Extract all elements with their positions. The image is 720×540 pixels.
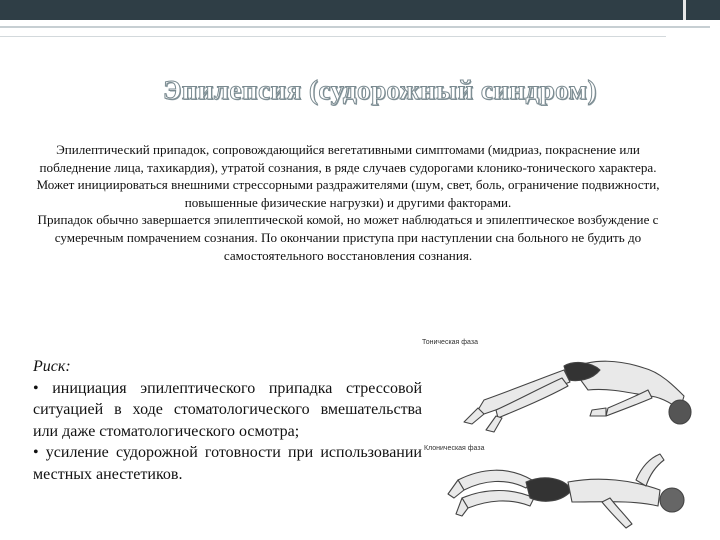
top-bar-accent — [683, 0, 720, 20]
description-paragraph-2: Припадок обычно завершается эпилептической комой, но может наблюдаться и эпилептическое возбуждение с сумеречным помрачением сознания. По окончании приступа при наступлении сна больного не будить до самостоятельного восстановления сознания. — [37, 212, 659, 263]
top-bar — [0, 0, 720, 20]
description-paragraph-1: Эпилептический припадок, сопровождающийся вегетативными симптомами (мидриаз, покраснение или побледнение лица, тахикардия), утратой сознания, в ряде случаев судорогами клонико-тонического характера. Может инициироваться внешними стрессорными раздражителями (шум, свет, боль, ограничение подвижности, повышенные физические нагрузки) и другими факторами. — [36, 142, 660, 210]
description-text — [30, 141, 666, 264]
header-rule — [0, 26, 710, 28]
clonic-phase-illustration — [448, 454, 684, 528]
tonic-phase-illustration — [464, 361, 691, 432]
risk-item-2: • усиление судорожной готовности при использовании местных анестетиков. — [33, 444, 422, 483]
clonic-phase-label: Клоническая фаза — [424, 445, 485, 452]
risk-item-1: • инициация эпилептического припадка стрессовой ситуацией в ходе стоматологического вмешательства или даже стоматологического осмотра; — [33, 379, 422, 440]
header-rule-thin — [0, 36, 666, 37]
risk-block — [33, 356, 422, 486]
slide-title: Эпилепсия (судорожный синдром) — [162, 75, 598, 105]
tonic-phase-label: Тоническая фаза — [422, 339, 478, 346]
seizure-phases-figure — [422, 330, 692, 535]
risk-title: Риск: — [33, 358, 71, 375]
